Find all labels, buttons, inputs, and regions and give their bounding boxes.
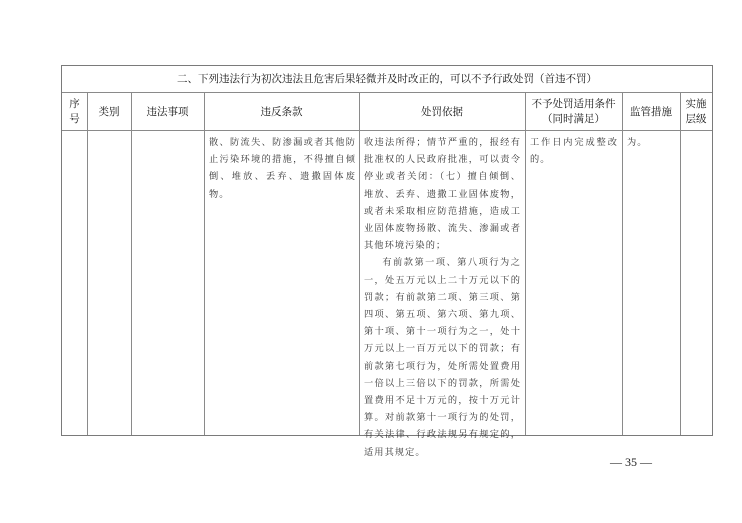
header-violated-clause: 违反条款 xyxy=(260,105,303,118)
col-divider xyxy=(622,93,623,435)
header-seq-line1: 序 xyxy=(69,98,80,110)
page-number: — 35 — xyxy=(610,455,652,469)
cell-violated-clause: 散、防流失、防渗漏或者其他防止污染环境的措施，不得擅自倾倒、堆放、丢弃、遗撒固体废物。 xyxy=(209,137,356,200)
header-penalty-basis: 处罚依据 xyxy=(421,105,463,118)
penalty-basis-para-2: 有前款第一项、第八项行为之一，处五万元以上二十万元以下的罚款；有前款第二项、第三项、第四项、第五项、第六项、第九项、第十项、第十一项行为之一，处十万元以上一百万元以下的罚款；有前款第七项行为，处所需处置费用一倍以上三倍以下的罚款，所需处置费用不足十万元的，按十万元计算。对前款第十一项行为的处罚，有关法律、行政法规另有规定的，适用其规定。 xyxy=(364,257,521,458)
cell-supervision: 为。 xyxy=(627,137,648,148)
col-divider xyxy=(131,93,132,435)
col-divider xyxy=(680,93,681,435)
section-title: 二、下列违法行为初次违法且危害后果轻微并及时改正的，可以不予行政处罚（首违不罚） xyxy=(177,73,597,85)
col-divider xyxy=(525,93,526,435)
penalty-basis-para-1: 收违法所得；情节严重的，报经有批准权的人民政府批准，可以责令停业或者关闭：（七）擅自倾倒、堆放、丢弃、遗撒工业固体废物，或者未采取相应防范措施，造成工业固体废物扬散、流失、渗漏或者其他环境污染的； xyxy=(364,137,521,252)
header-category: 类别 xyxy=(98,105,120,118)
header-seq-line2: 号 xyxy=(69,113,80,125)
header-conditions-line1: 不予处罚适用条件 xyxy=(531,98,616,110)
header-conditions-line2: （同时满足） xyxy=(542,113,605,125)
header-violation-item: 违法事项 xyxy=(146,105,189,118)
cell-penalty-basis xyxy=(364,134,521,461)
header-impl-line2: 层级 xyxy=(685,113,707,125)
header-no-penalty-conditions xyxy=(525,93,622,131)
regulation-table xyxy=(61,65,713,458)
header-impl-line1: 实施 xyxy=(685,98,707,110)
col-divider xyxy=(204,93,205,435)
header-impl-level xyxy=(680,93,712,131)
header-seq xyxy=(62,93,87,131)
col-divider xyxy=(87,93,88,435)
col-divider xyxy=(359,93,360,435)
cell-no-penalty-conditions: 工作日内完成整改的。 xyxy=(530,137,618,166)
header-supervision: 监管措施 xyxy=(630,105,672,118)
